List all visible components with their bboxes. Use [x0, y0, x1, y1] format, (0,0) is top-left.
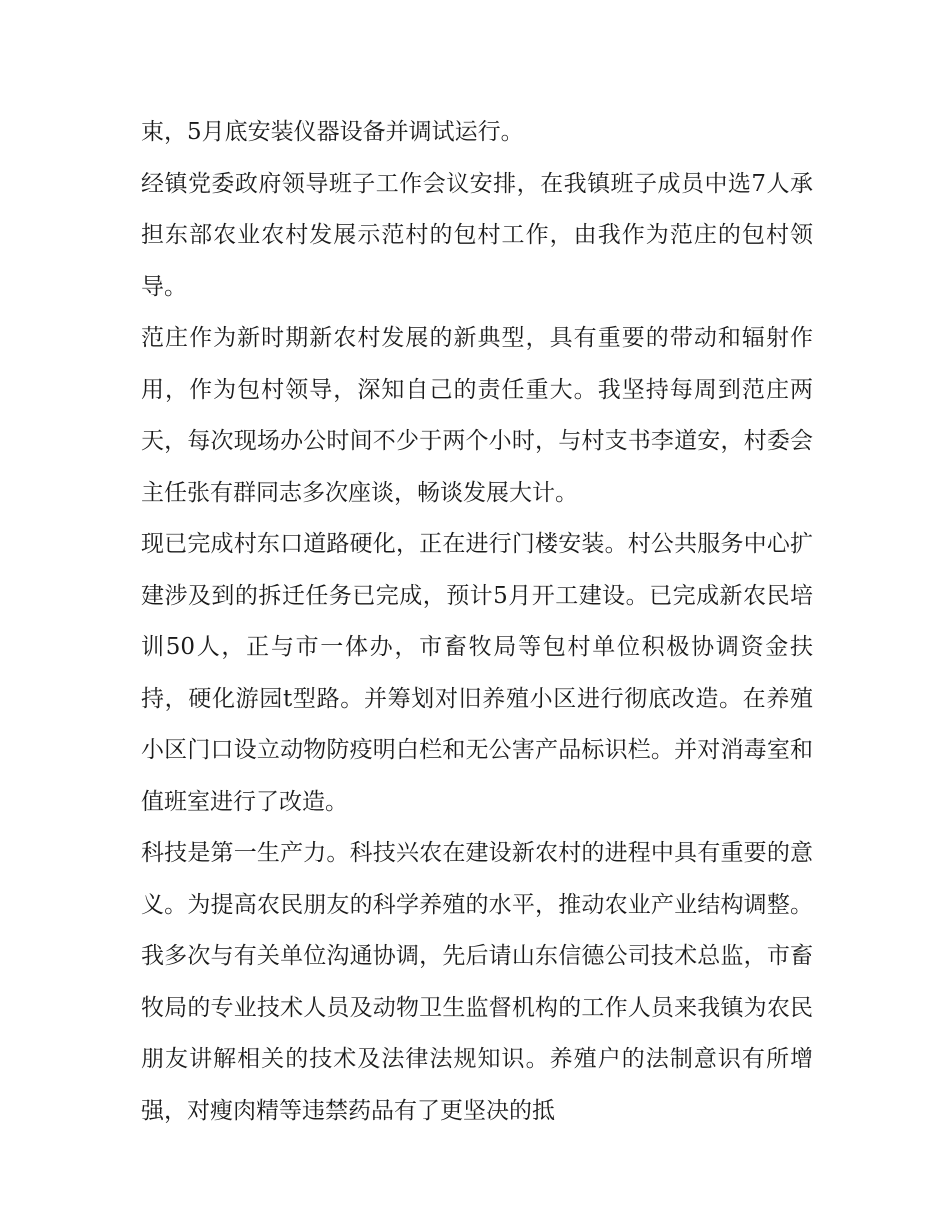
paragraph-3: 范庄作为新时期新农村发展的新典型，具有重要的带动和辐射作用，作为包村领导，深知自己的责任重大。我坚持每周到范庄两天，每次现场办公时间不少于两个小时，与村支书李道安，村委会主任张有群同志多次座谈，畅谈发展大计。 [141, 325, 813, 506]
paragraph-4: 现已完成村东口道路硬化，正在进行门楼安装。村公共服务中心扩建涉及到的拆迁任务已完成，预计5月开工建设。已完成新农民培训50人，正与市一体办，市畜牧局等包村单位积极协调资金扶持，硬化游园t型路。并筹划对旧养殖小区进行彻底改造。在养殖小区门口设立动物防疫明白栏和无公害产品标识栏。并对消毒室和值班室进行了改造。 [141, 531, 813, 815]
paragraph-2: 经镇党委政府领导班子工作会议安排，在我镇班子成员中选7人承担东部农业农村发展示范村的包村工作，由我作为范庄的包村领导。 [141, 170, 813, 300]
paragraph-1: 束，5月底安装仪器设备并调试运行。 [141, 119, 524, 145]
paragraph-5: 科技是第一生产力。科技兴农在建设新农村的进程中具有重要的意义。为提高农民朋友的科学养殖的水平，推动农业产业结构调整。我多次与有关单位沟通协调，先后请山东信德公司技术总监，市畜牧局的专业技术人员及动物卫生监督机构的工作人员来我镇为农民朋友讲解相关的技术及法律法规知识。养殖户的法制意识有所增强，对瘦肉精等违禁药品有了更坚决的抵 [141, 840, 813, 1124]
document-body [141, 107, 813, 1137]
